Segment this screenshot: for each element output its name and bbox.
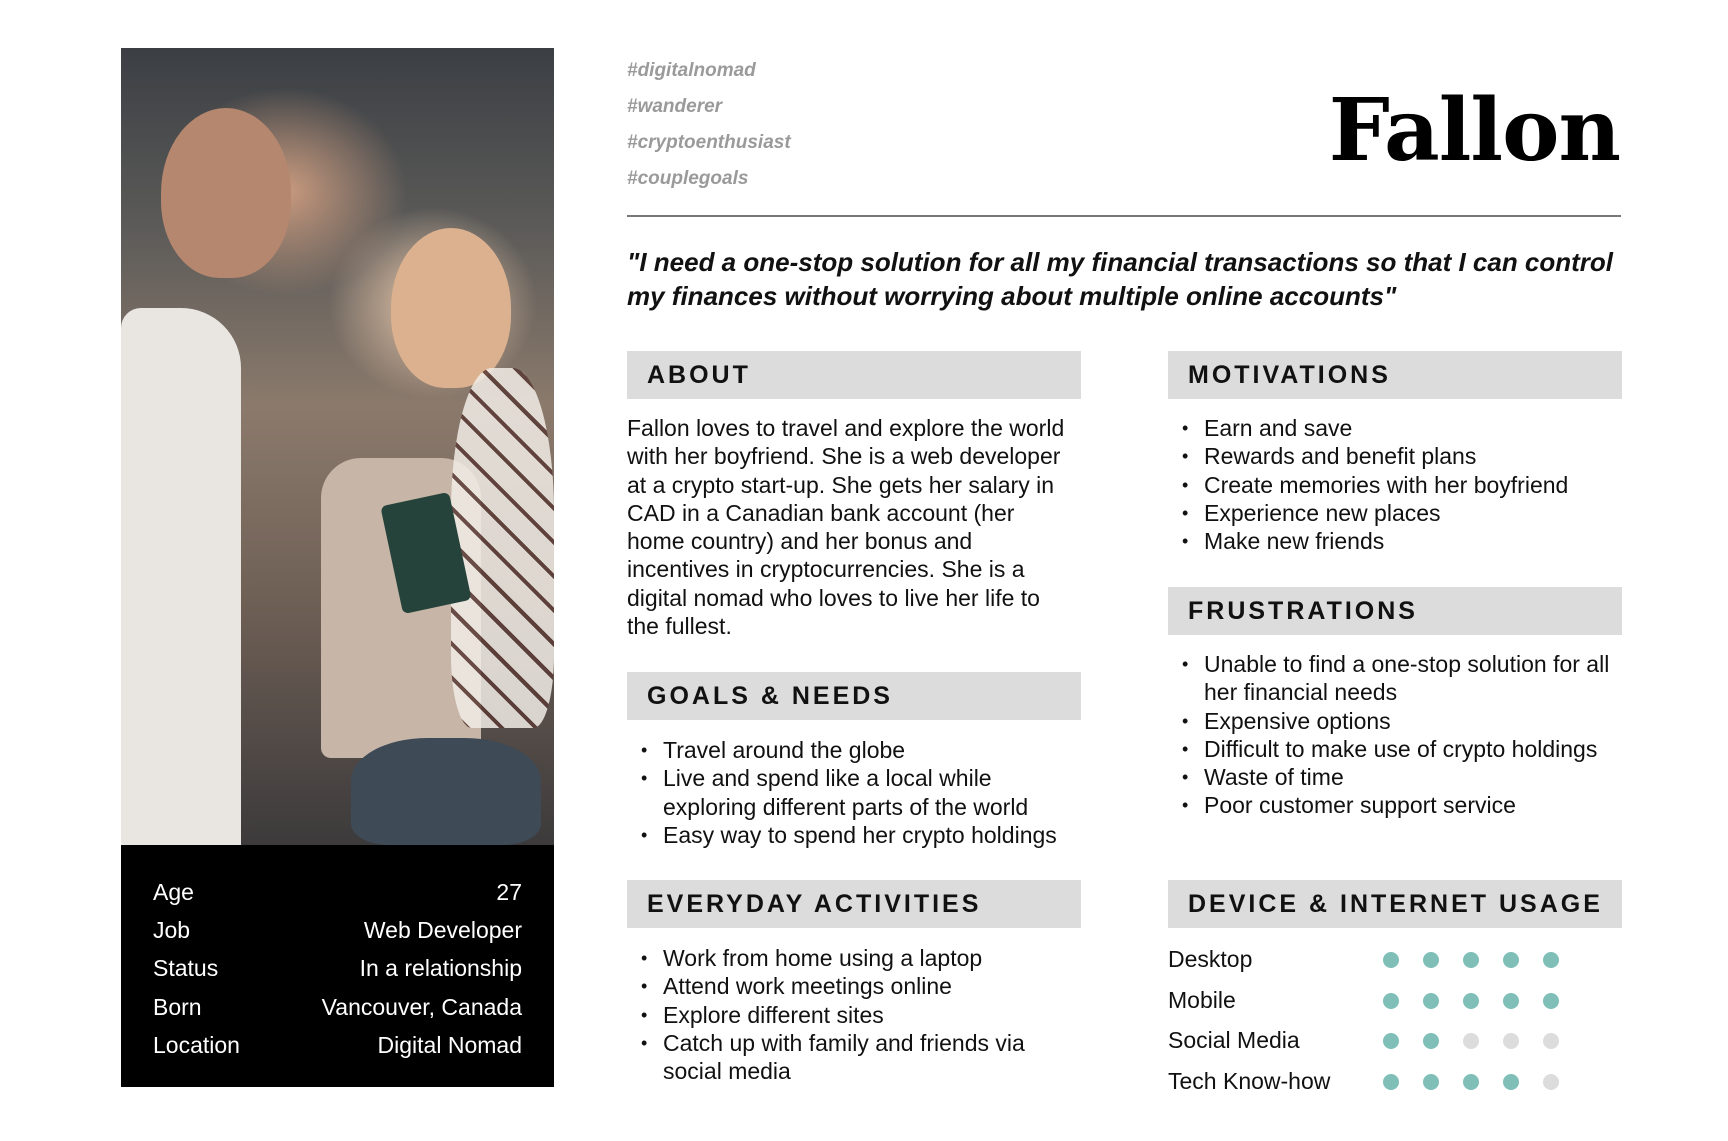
hashtag: #couplegoals [627, 168, 749, 189]
rating-dot-filled [1503, 1074, 1519, 1090]
rating-dot-filled [1423, 1033, 1439, 1049]
rating-dot-filled [1383, 993, 1399, 1009]
list-item: • Create memories with her boyfriend [1168, 471, 1622, 499]
activities-list [627, 944, 1077, 1085]
list-item: • Experience new places [1168, 499, 1622, 527]
frustrations-header: FRUSTRATIONS [1168, 587, 1622, 635]
list-item: • Expensive options [1168, 707, 1622, 735]
rating-dot-filled [1463, 952, 1479, 968]
rating-dot-empty [1503, 1033, 1519, 1049]
hashtag: #wanderer [627, 96, 723, 117]
info-row-age [153, 877, 522, 907]
info-value: Digital Nomad [377, 1031, 522, 1058]
goals-list [627, 736, 1087, 849]
usage-row-tech-knowhow [1168, 1066, 1568, 1096]
info-label: Status [153, 954, 219, 981]
list-item: • Waste of time [1168, 763, 1622, 791]
list-item: • Difficult to make use of crypto holdings [1168, 735, 1622, 763]
list-item: • Work from home using a laptop [627, 944, 1077, 972]
rating-dot-filled [1423, 952, 1439, 968]
rating-dot-filled [1423, 1074, 1439, 1090]
info-label: Location [153, 1031, 240, 1058]
about-text: Fallon loves to travel and explore the world with her boyfriend. She is a web developer at a crypto start-up. She gets her salary in CAD in a Canadian bank account (her home country) and her bonus and incentives in cryptocurrencies. She is a digital nomad who loves to live her life to the fullest. [627, 415, 1065, 640]
list-item: • Live and spend like a local while exploring different parts of the world [627, 764, 1087, 821]
info-value: Vancouver, Canada [321, 993, 522, 1020]
list-item: • Catch up with family and friends via social media [627, 1029, 1077, 1086]
rating-dot-filled [1503, 952, 1519, 968]
persona-name: Fallon [1328, 80, 1620, 181]
info-label: Age [153, 878, 194, 905]
list-item: • Rewards and benefit plans [1168, 442, 1622, 470]
rating-dot-filled [1543, 952, 1559, 968]
list-item: • Explore different sites [627, 1001, 1077, 1029]
about-header: ABOUT [627, 351, 1081, 399]
hashtag: #cryptoenthusiast [627, 132, 791, 153]
hashtag-list [627, 56, 791, 200]
hashtag: #digitalnomad [627, 60, 756, 81]
list-item: • Easy way to spend her crypto holdings [627, 821, 1087, 849]
info-label: Job [153, 916, 191, 943]
rating-dot-empty [1463, 1033, 1479, 1049]
info-value: Web Developer [363, 916, 522, 943]
motivations-header: MOTIVATIONS [1168, 351, 1622, 399]
rating-dot-filled [1543, 993, 1559, 1009]
info-label: Born [153, 993, 202, 1020]
rating-dot-filled [1383, 1074, 1399, 1090]
usage-label: Mobile [1168, 987, 1236, 1013]
list-item: • Make new friends [1168, 527, 1622, 555]
usage-header: DEVICE & INTERNET USAGE [1168, 880, 1622, 928]
info-value: In a relationship [359, 954, 522, 981]
goals-header: GOALS & NEEDS [627, 672, 1081, 720]
rating-dot-empty [1543, 1033, 1559, 1049]
list-item: • Unable to find a one-stop solution for all her financial needs [1168, 650, 1622, 707]
frustrations-list [1168, 650, 1622, 820]
info-row-status [153, 953, 522, 983]
persona-quote: "I need a one-stop solution for all my financial transactions so that I can control my finances without worrying about multiple online accounts" [627, 247, 1614, 311]
list-item: • Earn and save [1168, 414, 1622, 442]
list-item: • Travel around the globe [627, 736, 1087, 764]
rating-dot-filled [1383, 1033, 1399, 1049]
motivations-list [1168, 414, 1622, 555]
info-row-location [153, 1030, 522, 1060]
activities-header: EVERYDAY ACTIVITIES [627, 880, 1081, 928]
rating-dot-filled [1463, 1074, 1479, 1090]
rating-dot-filled [1503, 993, 1519, 1009]
persona-photo [121, 48, 554, 845]
list-item: • Attend work meetings online [627, 972, 1077, 1000]
info-value: 27 [496, 878, 522, 905]
usage-label: Social Media [1168, 1027, 1300, 1053]
rating-dot-filled [1383, 952, 1399, 968]
list-item: • Poor customer support service [1168, 791, 1622, 819]
usage-row-mobile [1168, 985, 1568, 1015]
usage-row-social-media [1168, 1025, 1568, 1055]
info-row-born [153, 992, 522, 1022]
header-divider [627, 215, 1621, 217]
rating-dot-empty [1543, 1074, 1559, 1090]
rating-dot-filled [1423, 993, 1439, 1009]
usage-label: Tech Know-how [1168, 1068, 1331, 1094]
usage-row-desktop [1168, 944, 1568, 974]
usage-label: Desktop [1168, 946, 1253, 972]
rating-dot-filled [1463, 993, 1479, 1009]
info-box [121, 845, 554, 1087]
info-row-job [153, 915, 522, 945]
